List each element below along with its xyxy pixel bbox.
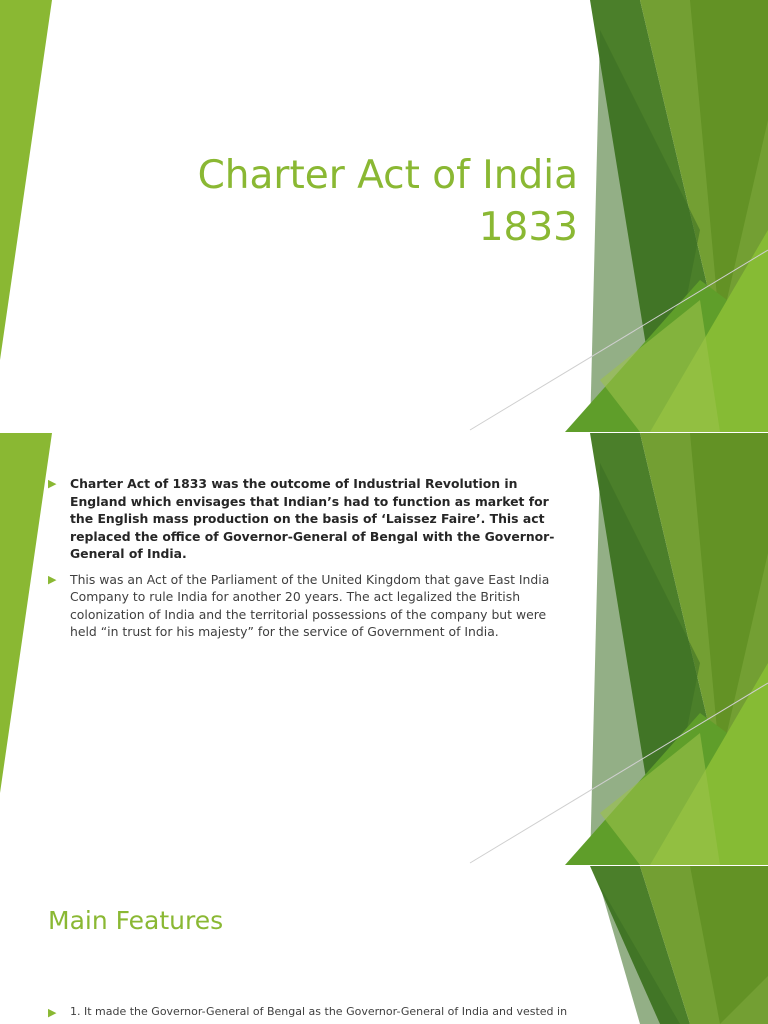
bullet-text: 1. It made the Governor-General of Bengal as the Governor-General of India and vested in (70, 1005, 568, 1018)
bullet-arrow-icon: ▶ (48, 572, 57, 586)
bullet-arrow-icon: ▶ (48, 477, 57, 490)
content-slide (0, 433, 768, 865)
features-slide (0, 866, 768, 1024)
slide-decoration (0, 866, 768, 1024)
bullet-item (48, 571, 573, 641)
features-body (48, 1004, 573, 1024)
section-heading: Main Features (48, 906, 224, 935)
bullet-item (48, 475, 573, 563)
title-line-1: Charter Act of India (197, 153, 578, 198)
slide-title (198, 150, 578, 254)
title-slide (0, 0, 768, 432)
content-body (48, 475, 573, 649)
bullet-text: Charter Act of 1833 was the outcome of Industrial Revolution in England which envisages that Indian’s had to function as market for the English mass production on the basis of ‘Laissez Faire’. This act replaced the office of Governor-General of Bengal with the Governor-General of India. (70, 476, 555, 561)
bullet-item (48, 1004, 573, 1019)
bullet-text: This was an Act of the Parliament of the United Kingdom that gave East India Company to rule India for another 20 years. The act legalized the British colonization of India and the territorial possessions of the company but were held “in trust for his majesty” for the service of Government of India. (70, 571, 550, 639)
title-line-2: 1833 (478, 205, 578, 250)
bullet-arrow-icon: ▶ (48, 1006, 57, 1019)
